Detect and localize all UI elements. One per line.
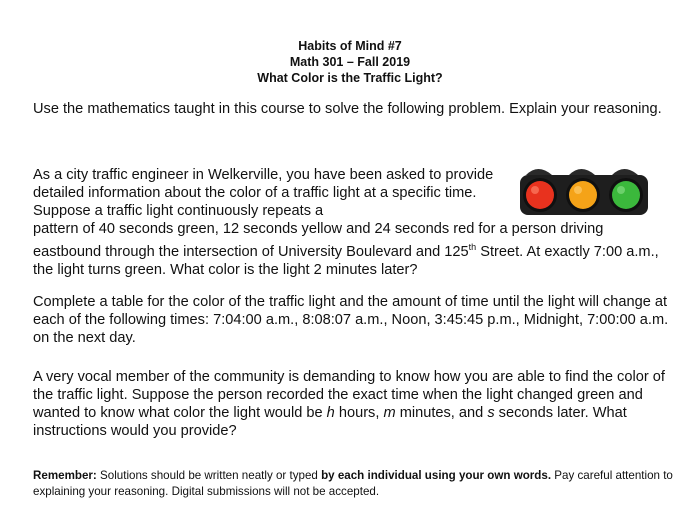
- visor-3: [612, 169, 638, 175]
- var-h: h: [326, 405, 335, 421]
- green-light-icon: [612, 181, 640, 209]
- ordinal-suffix: th: [468, 242, 477, 252]
- header-subtitle: What Color is the Traffic Light?: [257, 71, 443, 85]
- highlight-red: [531, 186, 539, 194]
- community-paragraph: [33, 368, 673, 440]
- community-text-4: seconds later. What instructions would you provide?: [33, 405, 627, 439]
- visor-2: [569, 169, 595, 175]
- visor-1: [526, 169, 552, 175]
- problem-text-1: pattern of 40 seconds green, 12 seconds yellow and 24 seconds red for a person driving eastbound through the intersection of University Boulevard and 125: [33, 221, 604, 260]
- problem-text-2: Street. At exactly 7:00 a.m., the light turns green. What color is the light 2 minutes later?: [33, 243, 659, 278]
- yellow-light-icon: [569, 181, 597, 209]
- community-text-3: minutes, and: [395, 405, 488, 421]
- remember-note: [33, 468, 683, 500]
- var-s: s: [487, 405, 495, 421]
- var-m: m: [383, 405, 396, 421]
- problem-paragraph-top: As a city traffic engineer in Welkerville, you have been asked to provide detailed information about the color of a traffic light at a specific time. Suppose a traffic light continuously repeats a: [33, 167, 494, 219]
- intro-paragraph: Use the mathematics taught in this course to solve the following problem. Explain your reasoning.: [33, 101, 662, 117]
- highlight-green: [617, 186, 625, 194]
- table-task-paragraph: Complete a table for the color of the traffic light and the amount of time until the light will change at each of the following times: 7:04:00 a.m., 8:08:07 a.m., Noon, 3:45:45 p.m., Midnight, 7:00:00 a.m. on the next day.: [33, 294, 669, 346]
- community-text-2: hours,: [334, 405, 384, 421]
- remember-text-1: Solutions should be written neatly or typed: [96, 469, 322, 482]
- traffic-light-image: [518, 161, 653, 219]
- problem-paragraph-bottom: [33, 220, 673, 279]
- remember-bold-text: by each individual using your own words.: [321, 469, 552, 482]
- remember-text-2: Pay careful attention to explaining your reasoning. Digital submissions will not be accepted.: [33, 469, 673, 498]
- community-text-1: A very vocal member of the community is demanding to know how you are able to find the color of the traffic light. Suppose the person recorded the exact time when the light changed green and wanted to know what color the light would be: [33, 369, 665, 421]
- highlight-yellow: [574, 186, 582, 194]
- worksheet-header: [0, 38, 700, 86]
- header-course: Math 301 – Fall 2019: [289, 55, 411, 69]
- remember-label: Remember:: [33, 469, 97, 482]
- header-title: Habits of Mind #7: [298, 39, 402, 53]
- red-light-icon: [526, 181, 554, 209]
